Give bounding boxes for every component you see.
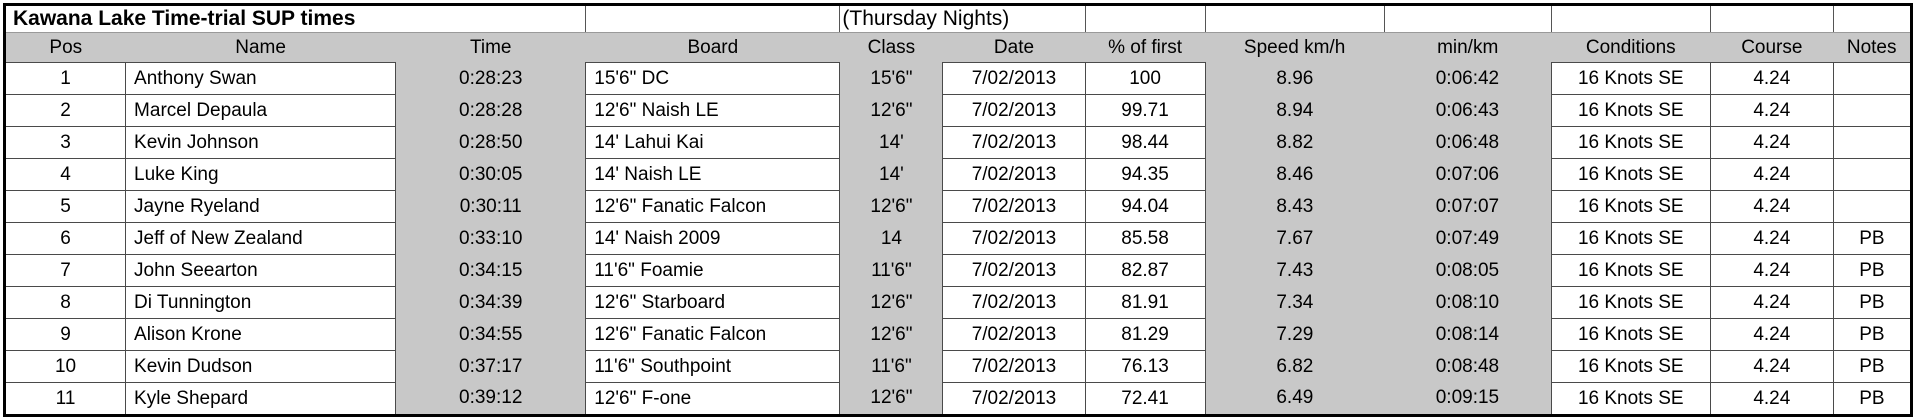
cell-date: 7/02/2013 [943,287,1085,319]
cell-name: Luke King [126,159,396,191]
cell-board: 12'6" Fanatic Falcon [586,191,840,223]
cell-course: 4.24 [1710,191,1833,223]
cell-time: 0:28:23 [396,63,586,95]
cell-min-per-km: 0:07:06 [1384,159,1551,191]
table-row [5,191,1912,223]
cell-name: John Seearton [126,255,396,287]
title-row [5,5,1912,33]
cell-board: 14' Lahui Kai [586,127,840,159]
cell-course: 4.24 [1710,255,1833,287]
cell-board: 14' Naish 2009 [586,223,840,255]
cell-min-per-km: 0:09:15 [1384,383,1551,416]
title-blank-cell-5 [1551,5,1710,33]
cell-min-per-km: 0:06:43 [1384,95,1551,127]
cell-pct-of-first: 94.04 [1085,191,1205,223]
cell-speed-kmh: 6.49 [1205,383,1384,416]
cell-min-per-km: 0:08:14 [1384,319,1551,351]
cell-name: Kevin Dudson [126,351,396,383]
cell-date: 7/02/2013 [943,63,1085,95]
column-header-date: Date [943,33,1085,63]
column-header-name: Name [126,33,396,63]
cell-date: 7/02/2013 [943,159,1085,191]
table-row [5,287,1912,319]
cell-time: 0:34:39 [396,287,586,319]
cell-notes [1833,127,1911,159]
cell-conditions: 16 Knots SE [1551,95,1710,127]
cell-pos: 7 [5,255,126,287]
cell-class: 14' [840,159,943,191]
cell-course: 4.24 [1710,159,1833,191]
cell-pct-of-first: 81.91 [1085,287,1205,319]
cell-notes: PB [1833,383,1911,416]
cell-time: 0:30:11 [396,191,586,223]
cell-conditions: 16 Knots SE [1551,383,1710,416]
title-blank-cell-4 [1384,5,1551,33]
cell-board: 15'6" DC [586,63,840,95]
cell-speed-kmh: 8.94 [1205,95,1384,127]
cell-time: 0:30:05 [396,159,586,191]
cell-board: 12'6" Starboard [586,287,840,319]
cell-pos: 6 [5,223,126,255]
cell-time: 0:28:28 [396,95,586,127]
column-header-row [5,33,1912,63]
cell-pct-of-first: 94.35 [1085,159,1205,191]
cell-board: 11'6" Southpoint [586,351,840,383]
cell-time: 0:39:12 [396,383,586,416]
table-row [5,255,1912,287]
cell-board: 12'6" Naish LE [586,95,840,127]
cell-class: 11'6" [840,351,943,383]
cell-speed-kmh: 6.82 [1205,351,1384,383]
cell-conditions: 16 Knots SE [1551,255,1710,287]
column-header-course: Course [1710,33,1833,63]
cell-pos: 11 [5,383,126,416]
cell-pos: 1 [5,63,126,95]
cell-conditions: 16 Knots SE [1551,63,1710,95]
cell-min-per-km: 0:07:49 [1384,223,1551,255]
cell-speed-kmh: 8.46 [1205,159,1384,191]
cell-min-per-km: 0:08:48 [1384,351,1551,383]
cell-conditions: 16 Knots SE [1551,191,1710,223]
cell-name: Kyle Shepard [126,383,396,416]
cell-date: 7/02/2013 [943,351,1085,383]
cell-name: Marcel Depaula [126,95,396,127]
cell-date: 7/02/2013 [943,95,1085,127]
column-header-pos: Pos [5,33,126,63]
cell-conditions: 16 Knots SE [1551,319,1710,351]
cell-class: 12'6" [840,191,943,223]
cell-name: Di Tunnington [126,287,396,319]
cell-class: 12'6" [840,319,943,351]
cell-pct-of-first: 99.71 [1085,95,1205,127]
cell-pct-of-first: 72.41 [1085,383,1205,416]
cell-min-per-km: 0:06:42 [1384,63,1551,95]
spreadsheet [3,3,1913,417]
cell-class: 15'6" [840,63,943,95]
cell-class: 12'6" [840,383,943,416]
cell-pos: 8 [5,287,126,319]
cell-pos: 2 [5,95,126,127]
cell-min-per-km: 0:08:10 [1384,287,1551,319]
title-blank-cell-2 [1085,5,1205,33]
table-row [5,127,1912,159]
cell-course: 4.24 [1710,383,1833,416]
cell-notes: PB [1833,351,1911,383]
cell-pos: 10 [5,351,126,383]
table-row [5,351,1912,383]
cell-board: 12'6" Fanatic Falcon [586,319,840,351]
column-header-min-per-km: min/km [1384,33,1551,63]
cell-time: 0:34:55 [396,319,586,351]
cell-time: 0:34:15 [396,255,586,287]
cell-notes [1833,159,1911,191]
cell-pct-of-first: 81.29 [1085,319,1205,351]
table-row [5,319,1912,351]
cell-pct-of-first: 76.13 [1085,351,1205,383]
cell-notes [1833,63,1911,95]
cell-speed-kmh: 7.34 [1205,287,1384,319]
sheet-title: Kawana Lake Time-trial SUP times [5,5,586,33]
table-row [5,95,1912,127]
results-table [3,3,1913,417]
cell-date: 7/02/2013 [943,383,1085,416]
cell-notes [1833,95,1911,127]
cell-course: 4.24 [1710,351,1833,383]
column-header-notes: Notes [1833,33,1911,63]
cell-notes: PB [1833,287,1911,319]
cell-conditions: 16 Knots SE [1551,159,1710,191]
cell-pos: 4 [5,159,126,191]
table-row [5,159,1912,191]
cell-conditions: 16 Knots SE [1551,127,1710,159]
cell-date: 7/02/2013 [943,255,1085,287]
cell-pos: 9 [5,319,126,351]
cell-name: Anthony Swan [126,63,396,95]
cell-speed-kmh: 7.43 [1205,255,1384,287]
cell-pct-of-first: 82.87 [1085,255,1205,287]
cell-speed-kmh: 7.67 [1205,223,1384,255]
title-blank-cell-1 [586,5,840,33]
cell-course: 4.24 [1710,63,1833,95]
table-body [5,63,1912,416]
cell-course: 4.24 [1710,127,1833,159]
title-blank-cell-3 [1205,5,1384,33]
cell-name: Jayne Ryeland [126,191,396,223]
cell-date: 7/02/2013 [943,191,1085,223]
cell-class: 12'6" [840,287,943,319]
cell-course: 4.24 [1710,319,1833,351]
cell-class: 11'6" [840,255,943,287]
cell-pct-of-first: 98.44 [1085,127,1205,159]
cell-date: 7/02/2013 [943,223,1085,255]
cell-notes: PB [1833,319,1911,351]
column-header-class: Class [840,33,943,63]
column-header-speed-kmh: Speed km/h [1205,33,1384,63]
cell-course: 4.24 [1710,95,1833,127]
title-blank-cell-6 [1710,5,1833,33]
cell-conditions: 16 Knots SE [1551,351,1710,383]
cell-pct-of-first: 85.58 [1085,223,1205,255]
cell-speed-kmh: 8.43 [1205,191,1384,223]
cell-pos: 5 [5,191,126,223]
cell-speed-kmh: 8.82 [1205,127,1384,159]
cell-notes [1833,191,1911,223]
cell-class: 14' [840,127,943,159]
cell-board: 14' Naish LE [586,159,840,191]
cell-min-per-km: 0:06:48 [1384,127,1551,159]
cell-time: 0:28:50 [396,127,586,159]
sheet-subtitle: (Thursday Nights) [840,5,1085,33]
cell-min-per-km: 0:08:05 [1384,255,1551,287]
cell-name: Jeff of New Zealand [126,223,396,255]
cell-speed-kmh: 7.29 [1205,319,1384,351]
cell-speed-kmh: 8.96 [1205,63,1384,95]
cell-class: 12'6" [840,95,943,127]
table-row [5,63,1912,95]
column-header-board: Board [586,33,840,63]
column-header-conditions: Conditions [1551,33,1710,63]
cell-pos: 3 [5,127,126,159]
cell-name: Kevin Johnson [126,127,396,159]
cell-time: 0:37:17 [396,351,586,383]
cell-date: 7/02/2013 [943,319,1085,351]
table-row [5,223,1912,255]
cell-min-per-km: 0:07:07 [1384,191,1551,223]
cell-notes: PB [1833,255,1911,287]
column-header-pct-of-first: % of first [1085,33,1205,63]
cell-conditions: 16 Knots SE [1551,287,1710,319]
cell-notes: PB [1833,223,1911,255]
cell-class: 14 [840,223,943,255]
cell-date: 7/02/2013 [943,127,1085,159]
cell-course: 4.24 [1710,287,1833,319]
cell-course: 4.24 [1710,223,1833,255]
cell-board: 12'6" F-one [586,383,840,416]
cell-time: 0:33:10 [396,223,586,255]
cell-conditions: 16 Knots SE [1551,223,1710,255]
cell-pct-of-first: 100 [1085,63,1205,95]
column-header-time: Time [396,33,586,63]
cell-board: 11'6" Foamie [586,255,840,287]
title-blank-cell-7 [1833,5,1911,33]
cell-name: Alison Krone [126,319,396,351]
